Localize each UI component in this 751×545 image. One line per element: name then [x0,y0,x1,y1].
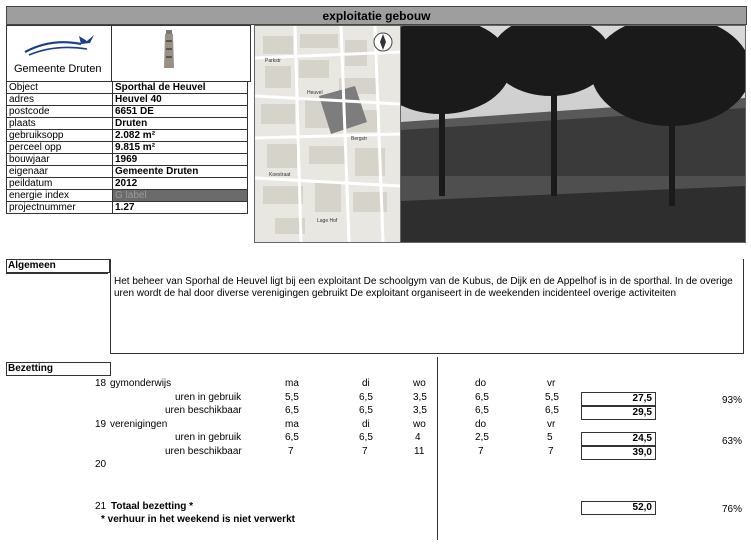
svg-text:Parkstr: Parkstr [265,58,281,64]
prop-value: Gemeente Druten [113,166,248,178]
cell-value: 3,5 [413,392,427,403]
percentage: 93% [722,395,743,406]
logo-text: Gemeente Druten [14,63,102,75]
tower-icon [162,30,176,70]
percentage: 63% [722,436,743,447]
section-number: 18 [95,378,107,389]
cell-value: 3,5 [413,405,427,416]
section-number: 19 [95,419,107,430]
row-label: uren in gebruik [175,432,242,443]
svg-text:Heuvel: Heuvel [307,90,323,96]
row-total: 29,5 [581,406,656,420]
cell-value: 6,5 [359,405,373,416]
logo-panel [6,25,112,82]
map-image [255,26,400,242]
divider [6,273,108,274]
prop-row-projectnummer [7,202,248,214]
prop-value: 9.815 m² [113,142,248,154]
cell-value: 6,5 [285,405,299,416]
day-label: do [475,419,487,430]
prop-key: eigenaar [7,166,113,178]
cell-value: 7 [362,446,368,457]
cell-value: 5 [547,432,553,443]
building-photo-box [111,25,251,82]
algemeen-description: Het beheer van Sporhal de Heuvel ligt bij een exploitant De schoolgym van de Kubus, de Dijk en de Appelhof is in de sporthal. In de overige uren wordt de hal door diverse verenigingen gebruikt De exploitant organiseert in de weekenden incidenteel overige activiteiten [114,276,733,299]
day-label: wo [413,378,426,389]
cell-value: 6,5 [545,405,559,416]
bezetting-heading: Bezetting [6,362,111,376]
row-label: uren beschikbaar [165,446,242,457]
prop-key: perceel opp [7,142,113,154]
day-label: di [362,378,370,389]
prop-key: energie index [7,190,113,202]
row-total: 27,5 [581,392,656,406]
prop-value: 6651 DE [113,106,248,118]
svg-text:Koestraat: Koestraat [269,172,291,178]
prop-key: Object [7,82,113,94]
prop-row-gebruiksopp [7,130,248,142]
algemeen-heading: Algemeen [6,259,110,273]
day-label: do [475,378,487,389]
row-label: uren in gebruik [175,392,242,403]
cell-value: 7 [478,446,484,457]
prop-key: projectnummer [7,202,113,214]
cell-value: 2,5 [475,432,489,443]
prop-row-plaats [7,118,248,130]
day-label: wo [413,419,426,430]
cell-value: 11 [414,446,425,457]
footnote: * verhuur in het weekend is niet verwerkt [101,514,295,525]
prop-key: adres [7,94,113,106]
cell-value: 5,5 [545,392,559,403]
page-title: exploitatie gebouw [6,6,747,25]
total-label: Totaal bezetting * [111,501,194,512]
prop-value: 1969 [113,154,248,166]
prop-row-peildatum [7,178,248,190]
prop-value: 1.27 [113,202,248,214]
prop-key: bouwjaar [7,154,113,166]
day-label: di [362,419,370,430]
prop-key: plaats [7,118,113,130]
cell-value: 6,5 [475,392,489,403]
prop-row-postcode [7,106,248,118]
row-total: 24,5 [581,432,656,446]
prop-key: gebruiksopp [7,130,113,142]
row-label: uren beschikbaar [165,405,242,416]
cell-value: 6,5 [285,432,299,443]
day-label: ma [285,378,299,389]
section-name: gymonderwijs [110,378,172,389]
svg-text:Bergstr: Bergstr [351,136,368,142]
prop-row-eigenaar [7,166,248,178]
row-total: 39,0 [581,446,656,460]
gemeente-logo [21,32,99,56]
cell-value: 5,5 [285,392,299,403]
day-label: vr [547,378,556,389]
location-map [254,25,401,243]
energy-label-value: G label [113,190,248,202]
prop-value: 2012 [113,178,248,190]
day-label: vr [547,419,556,430]
cell-value: 6,5 [359,392,373,403]
prop-key: postcode [7,106,113,118]
total-value: 52,0 [581,501,656,515]
divider [437,357,438,540]
prop-row-adres [7,94,248,106]
prop-value: Sporthal de Heuvel [113,82,248,94]
section-name: verenigingen [110,419,168,430]
section-number: 20 [95,459,107,470]
section-number: 21 [95,501,107,512]
building-photo [400,25,746,243]
prop-value: Druten [113,118,248,130]
cell-value: 7 [288,446,294,457]
prop-row-energie [7,190,248,202]
cell-value: 4 [415,432,421,443]
cell-value: 7 [548,446,554,457]
cell-value: 6,5 [475,405,489,416]
sporthal-photo [401,26,745,242]
prop-value: 2.082 m² [113,130,248,142]
day-label: ma [285,419,299,430]
cell-value: 6,5 [359,432,373,443]
prop-row-object [7,82,248,94]
svg-text:Lage Hof: Lage Hof [317,218,338,224]
prop-row-perceel [7,142,248,154]
prop-value: Heuvel 40 [113,94,248,106]
total-percentage: 76% [722,504,743,515]
prop-key: peildatum [7,178,113,190]
prop-row-bouwjaar [7,154,248,166]
object-properties-table [6,81,248,214]
algemeen-box [110,259,744,354]
